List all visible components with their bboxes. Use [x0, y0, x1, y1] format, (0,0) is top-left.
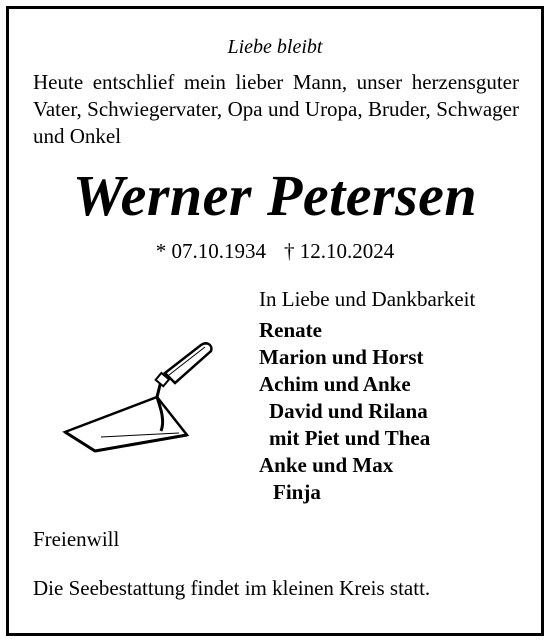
birth-date: * 07.10.1934	[155, 239, 266, 263]
life-dates	[9, 239, 541, 264]
place-name: Freienwill	[33, 527, 120, 551]
motto: Liebe bleibt	[227, 36, 323, 58]
burial-note: Die Seebestattung findet im kleinen Kreis statt.	[33, 576, 431, 600]
obituary-notice	[6, 6, 544, 636]
list-item: Renate	[259, 318, 322, 342]
list-item: mit Piet und Thea	[269, 426, 431, 450]
intro-text: Heute entschlief mein lieber Mann, unser herzensguter Vater, Schwiegervater, Opa und Uropa, Bruder, Schwager und Onkel	[33, 70, 519, 148]
deceased-name: Werner Petersen	[72, 163, 478, 228]
mourners-list	[259, 317, 430, 506]
list-item: David und Rilana	[269, 399, 428, 423]
list-item: Anke und Max	[259, 453, 394, 477]
list-item: Finja	[273, 480, 321, 504]
list-item: Marion und Horst	[259, 345, 424, 369]
trowel-icon	[61, 339, 221, 454]
list-item: Achim und Anke	[259, 372, 411, 396]
thanks-line: In Liebe und Dankbarkeit	[259, 287, 476, 311]
death-date: † 12.10.2024	[284, 239, 395, 263]
